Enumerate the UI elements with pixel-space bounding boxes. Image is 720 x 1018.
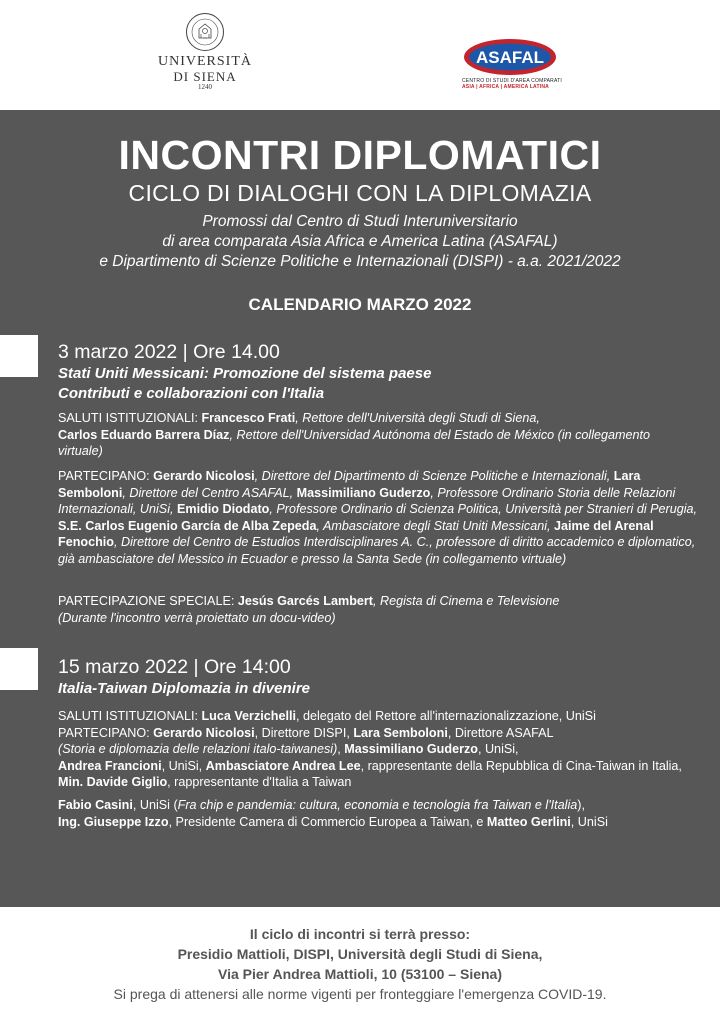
event-title <box>58 364 431 404</box>
speaker-name: Fabio Casini <box>58 798 133 812</box>
event-marker <box>0 648 38 690</box>
speaker-role: , Rettore dell'Università degli Studi di Siena, <box>295 411 540 425</box>
unisi-logo <box>155 12 255 92</box>
unisi-year: 1240 <box>198 83 212 91</box>
saluti-label: SALUTI ISTITUZIONALI: <box>58 411 202 425</box>
talk-topic: Fra chip e pandemia: cultura, economia e tecnologia fra Taiwan e l'Italia <box>177 798 578 812</box>
promo-line: e Dipartimento di Scienze Politiche e Internazionali (DISPI) - a.a. 2021/2022 <box>99 253 621 270</box>
speaker-name: Matteo Gerlini <box>486 814 571 829</box>
page-title: INCONTRI DIPLOMATICI <box>118 132 602 178</box>
speaker-role: , delegato del Rettore all'internazionalizzazione, UniSi <box>295 709 596 723</box>
saluti-block <box>58 410 698 460</box>
speaker-role: , Rettore dell'Universidad Autónoma del Estado de México (in collegamento virtuale) <box>58 427 651 458</box>
speaker-name: Emidio Diodato <box>177 502 270 516</box>
promo-text <box>0 212 720 272</box>
partecipano-block <box>58 468 698 567</box>
unisi-name-line1: UNIVERSITÀ <box>158 54 252 69</box>
speaker-name: Gerardo Nicolosi <box>153 469 255 483</box>
speaker-role: , Direttore ASAFAL <box>447 725 554 740</box>
speaker-name: Massimiliano Guderzo <box>344 742 478 756</box>
speaker-role: , UniSi, <box>477 742 519 756</box>
speaker-name: Ambasciatore Andrea Lee <box>205 758 361 773</box>
footer-covid-note: Si prega di attenersi alle norme vigenti per fronteggiare l'emergenza COVID-19. <box>113 986 607 1002</box>
main-panel <box>0 110 720 907</box>
speaker-name: Min. Davide Giglio <box>58 775 168 789</box>
partecipano-label: PARTECIPANO: <box>58 725 154 740</box>
speciale-label: PARTECIPAZIONE SPECIALE: <box>58 594 238 608</box>
footer-venue-name: Presidio Mattioli, DISPI, Università degli Studi di Siena, <box>177 946 543 962</box>
asafal-subtitle-line1: CENTRO DI STUDI D'AREA COMPARATI <box>462 78 562 84</box>
speaker-role: ), <box>577 798 585 812</box>
speciale-block <box>58 593 698 626</box>
speaker-role: , Direttore del Centro de Estudios Interdisciplinares A. C., professore di diritto accademico e diplomatico, già ambasciatore del Messico in Ecuador e presso la Santa Sede (in collegamento virtuale) <box>58 535 696 566</box>
speaker-name: Carlos Eduardo Barrera Díaz <box>58 427 230 442</box>
speaker-name: Ing. Giuseppe Izzo <box>58 814 169 829</box>
speaker-role: , Direttore del Centro ASAFAL, <box>122 485 297 500</box>
partecipano-label: PARTECIPANO: <box>58 469 154 483</box>
speaker-name: S.E. Carlos Eugenio García de Alba Zepeda <box>58 518 317 533</box>
talk-topic: (Storia e diplomazia delle relazioni italo-taiwanesi) <box>58 742 338 756</box>
asafal-logo <box>462 38 562 90</box>
event-date: 3 marzo 2022 | Ore 14.00 <box>58 341 280 363</box>
header <box>0 0 720 110</box>
unisi-name-line2: DI SIENA <box>173 69 237 84</box>
event-title-line: Contributi e collaborazioni con l'Italia <box>58 385 325 402</box>
asafal-subtitle-line2: ASIA | AFRICA | AMERICA LATINA <box>462 84 549 90</box>
speaker-role: , Ambasciatore degli Stati Uniti Messicani, <box>316 518 554 533</box>
unisi-seal-icon <box>185 12 225 52</box>
speaker-role: , UniSi ( <box>132 798 178 812</box>
speaker-name: Jaime del Arenal Fenochio <box>58 518 654 549</box>
calendar-heading: CALENDARIO MARZO 2022 <box>248 295 472 314</box>
asafal-logo-icon <box>462 38 558 76</box>
speaker-role: , Regista di Cinema e Televisione <box>372 594 560 608</box>
speaker-role: , UniSi, <box>161 758 206 773</box>
speaker-role: , UniSi <box>570 814 608 829</box>
speaker-role: , Presidente Camera di Commercio Europea a Taiwan, e <box>168 814 487 829</box>
speaker-role: , Professore Ordinario di Scienza Politica, Università per Stranieri di Perugia, <box>269 502 698 516</box>
separator: , <box>337 742 345 756</box>
speaker-name: Andrea Francioni <box>58 758 162 773</box>
speaker-role: , rappresentante della Repubblica di Cina-Taiwan in Italia, <box>360 758 682 773</box>
speaker-role: , Professore Ordinario Storia delle Relazioni Internazionali, UniSi, <box>58 485 676 516</box>
footer-venue-intro: Il ciclo di incontri si terrà presso: <box>249 926 471 942</box>
saluti-partecipano-block <box>58 708 698 791</box>
speaker-name: Lara Semboloni <box>58 469 641 500</box>
speaker-name: Jesús Garcés Lambert <box>237 594 373 608</box>
promo-line: di area comparata Asia Africa e America Latina (ASAFAL) <box>162 233 558 250</box>
asafal-logo-text: ASAFAL <box>476 48 544 67</box>
speaker-name: Lara Semboloni <box>353 725 448 740</box>
speaker-name: Luca Verzichelli <box>201 709 296 723</box>
event-marker <box>0 335 38 377</box>
footer <box>0 907 720 1018</box>
speciale-note: (Durante l'incontro verrà proiettato un docu-video) <box>58 610 336 625</box>
event-title <box>58 679 310 699</box>
promo-line: Promossi dal Centro di Studi Interuniversitario <box>202 213 518 230</box>
event-title-line: Stati Uniti Messicani: Promozione del sistema paese <box>58 365 432 382</box>
extra-speakers-block <box>58 797 698 830</box>
event-title-line: Italia-Taiwan Diplomazia in divenire <box>58 680 311 697</box>
speaker-role: , Direttore del Dipartimento di Scienze Politiche e Internazionali, <box>254 469 611 483</box>
event-date: 15 marzo 2022 | Ore 14:00 <box>58 656 291 678</box>
speaker-name: Francesco Frati <box>201 411 296 425</box>
speaker-name: Massimiliano Guderzo <box>296 485 431 500</box>
speaker-name: Gerardo Nicolosi <box>153 725 255 740</box>
speaker-role: , rappresentante d'Italia a Taiwan <box>167 775 352 789</box>
page-subtitle: CICLO DI DIALOGHI CON LA DIPLOMAZIA <box>128 180 592 206</box>
footer-venue-address: Via Pier Andrea Mattioli, 10 (53100 – Siena) <box>217 966 502 982</box>
saluti-label: SALUTI ISTITUZIONALI: <box>58 709 202 723</box>
speaker-role: , Direttore DISPI, <box>254 725 354 740</box>
